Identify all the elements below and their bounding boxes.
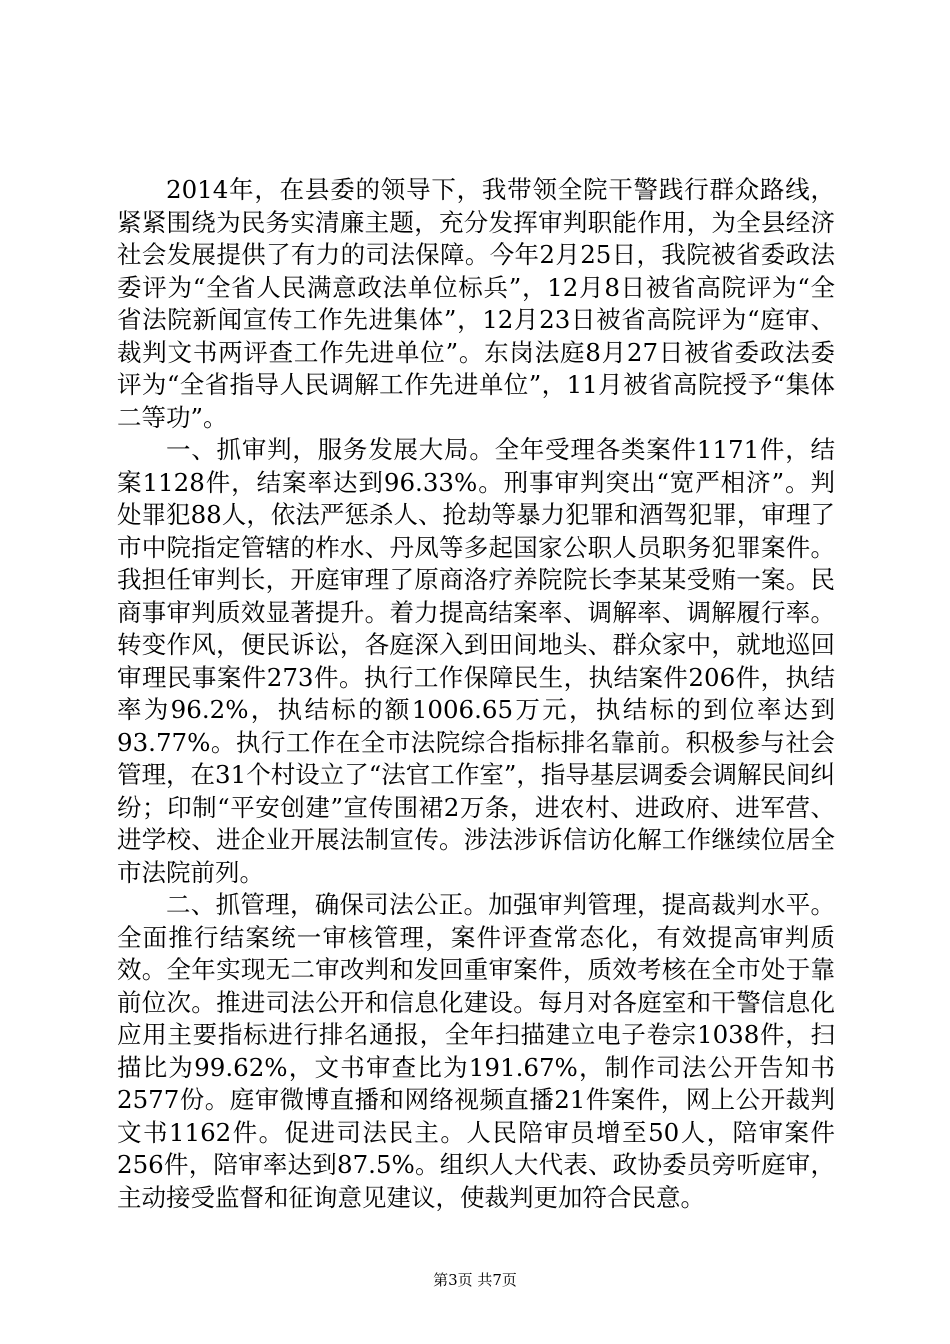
- paragraph-management: 二、抓管理，确保司法公正。加强审判管理，提高裁判水平。全面推行结案统一审核管理，案件评查常态化，有效提高审判质效。全年实现无二审改判和发回重审案件，质效考核在全市处于靠前位次。推进司法公开和信息化建设。每月对各庭室和干警信息化应用主要指标进行排名通报，全年扫描建立电子卷宗1038件，扫描比为99.62%，文书审查比为191.67%，制作司法公开告知书2577份。庭审微博直播和网络视频直播21件案件，网上公开裁判文书1162件。促进司法民主。人民陪审员增至50人，陪审案件256件，陪审率达到87.5%。组织人大代表、政协委员旁听庭审，主动接受监督和征询意见建议，使裁判更加符合民意。: [117, 890, 835, 1212]
- paragraph-trial-work: 一、抓审判，服务发展大局。全年受理各类案件1171件，结案1128件，结案率达到96.33%。刑事审判突出“宽严相济”。判处罪犯88人，依法严惩杀人、抢劫等暴力犯罪和酒驾犯罪，审理了市中院指定管辖的柞水、丹凤等多起国家公职人员职务犯罪案件。我担任审判长，开庭审理了原商洛疗养院院长李某某受贿一案。民商事审判质效显著提升。着力提高结案率、调解率、调解履行率。转变作风，便民诉讼，各庭深入到田间地头、群众家中，就地巡回审理民事案件273件。执行工作保障民生，执结案件206件，执结率为96.2%，执结标的额1006.65万元，执结标的到位率达到93.77%。执行工作在全市法院综合指标排名靠前。积极参与社会管理，在31个村设立了“法官工作室”，指导基层调委会调解民间纠纷；印制“平安创建”宣传围裙2万条，进农村、进政府、进军营、进学校、进企业开展法制宣传。涉法涉诉信访化解工作继续位居全市法院前列。: [117, 435, 835, 887]
- page-footer: 第3页 共7页: [433, 1271, 517, 1289]
- document-body: [117, 174, 835, 1214]
- paragraph-intro: 2014年，在县委的领导下，我带领全院干警践行群众路线，紧紧围绕为民务实清廉主题，充分发挥审判职能作用，为全县经济社会发展提供了有力的司法保障。今年2月25日，我院被省委政法委评为“全省人民满意政法单位标兵”，12月8日被省高院评为“全省法院新闻宣传工作先进集体”，12月23日被省高院评为“庭审、裁判文书两评查工作先进单位”。东岗法庭8月27日被省委政法委评为“全省指导人民调解工作先进单位”，11月被省高院授予“集体二等功”。: [117, 175, 835, 432]
